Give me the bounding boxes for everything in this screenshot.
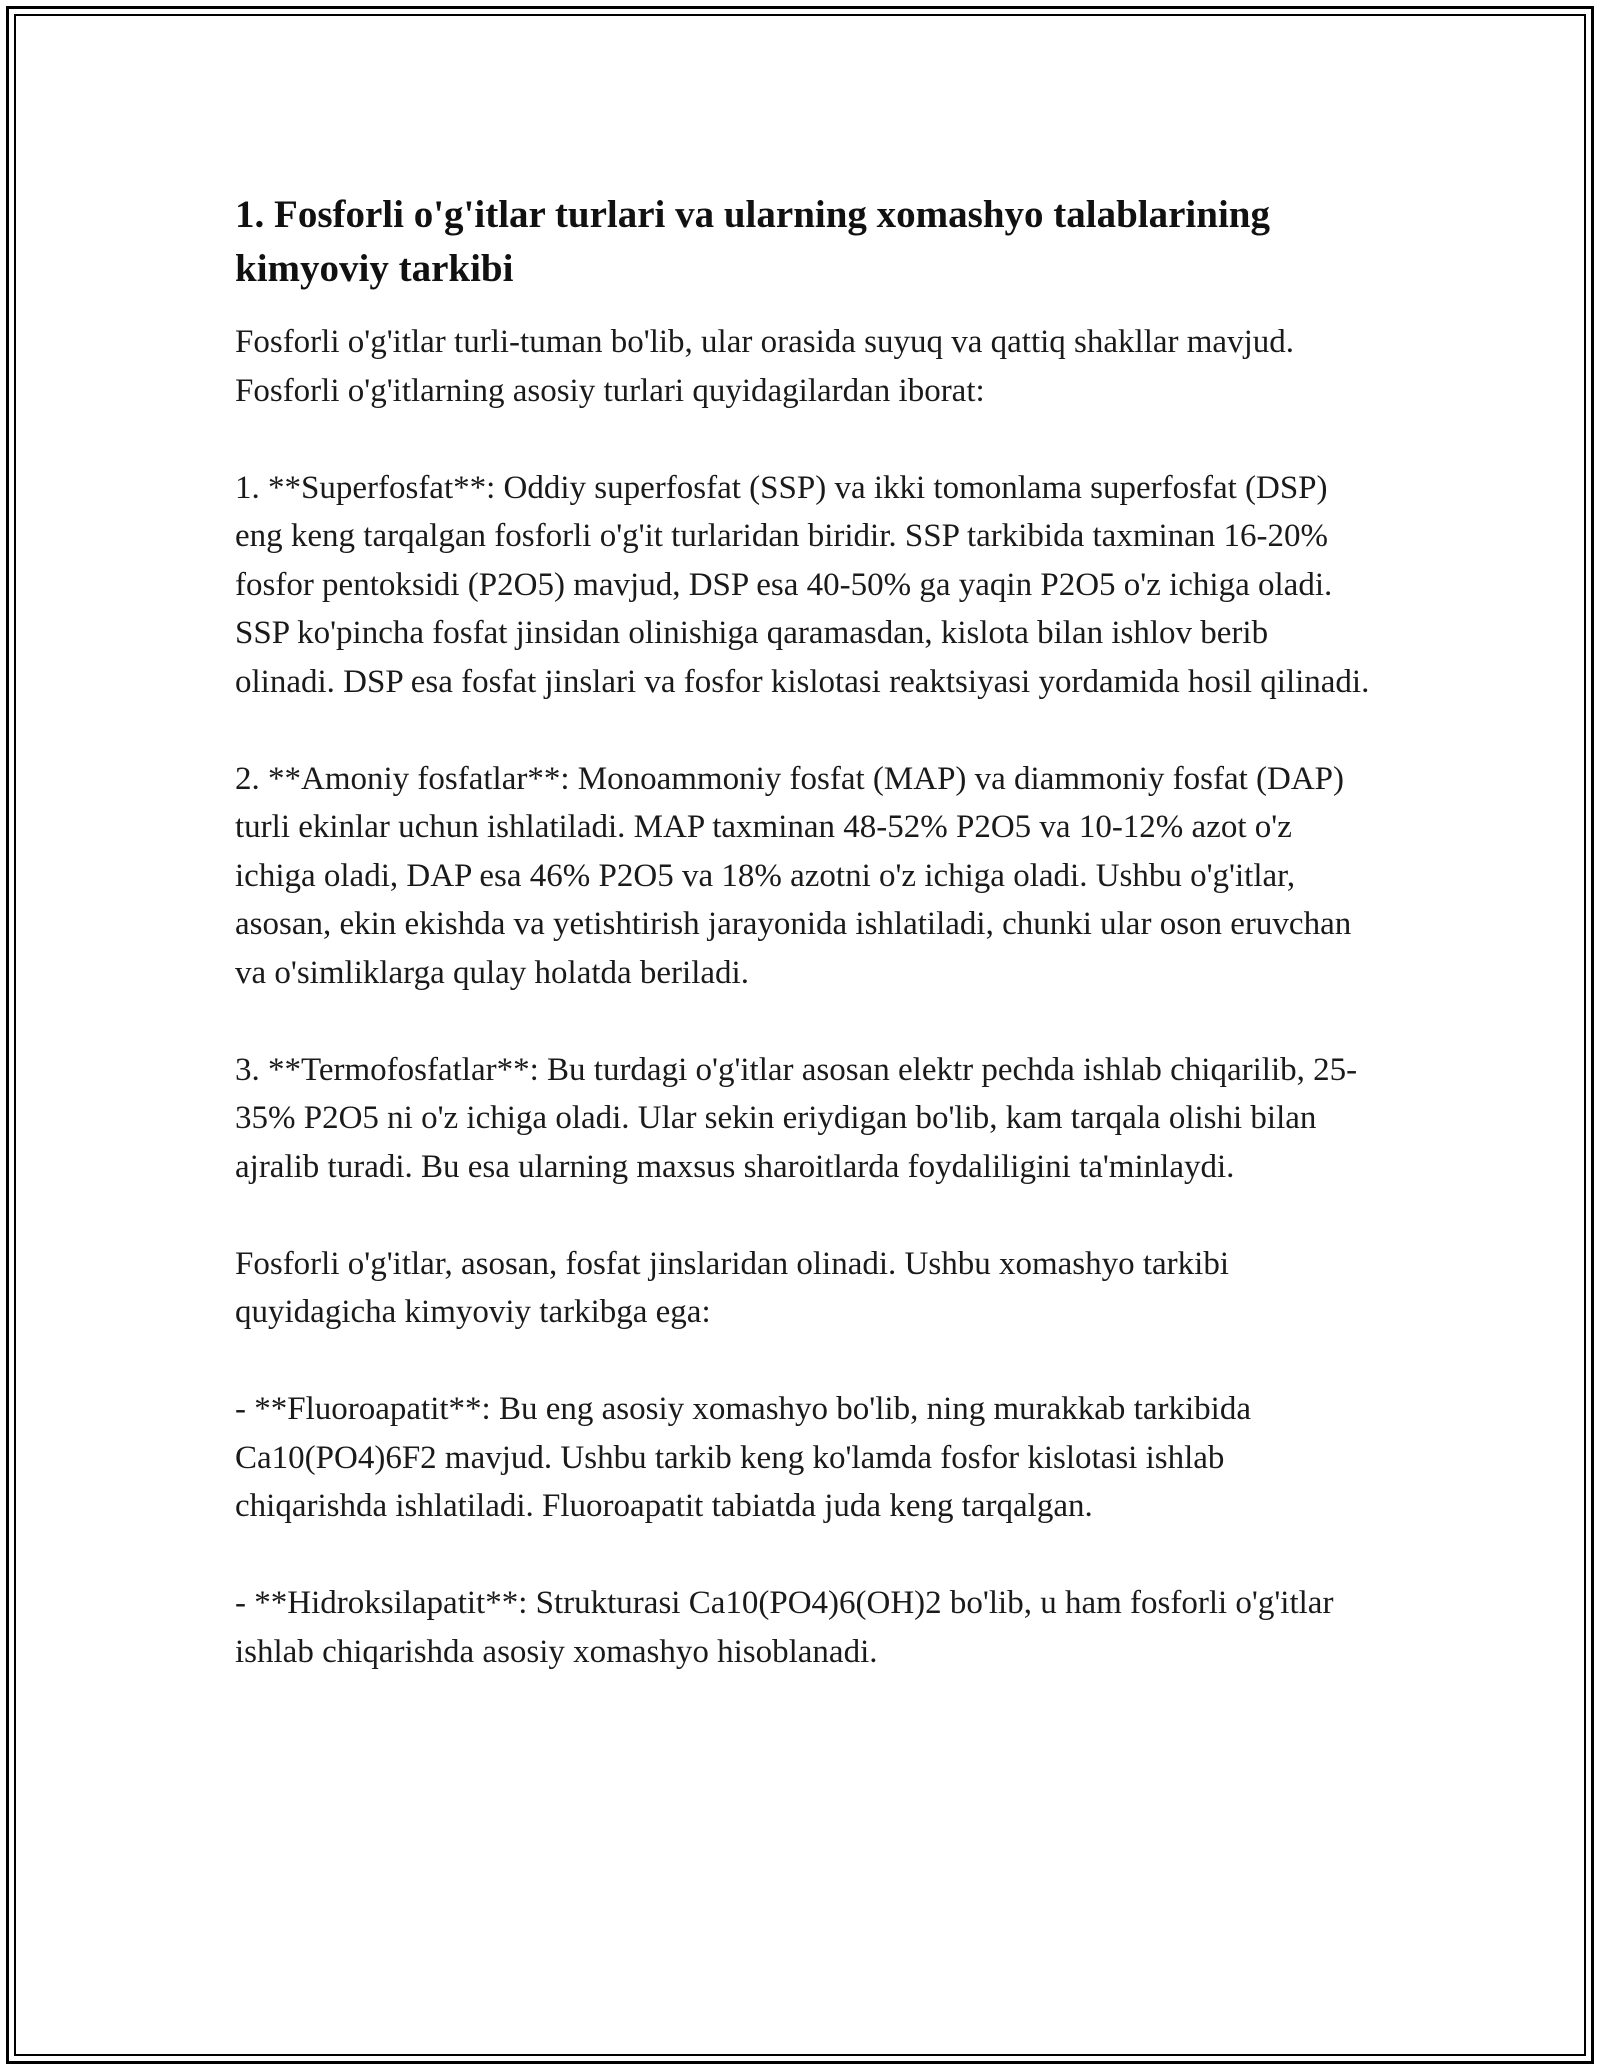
amoniy-fosfatlar-paragraph: 2. **Amoniy fosfatlar**: Monoammoniy fosfat (MAP) va diammoniy fosfat (DAP) turli ekinlar uchun ishlatiladi. MAP taxminan 48-52% P2O5 va 10-12% azot o'z ichiga oladi, DAP esa 46% P2O5 va 18% azotni o'z ichiga oladi. Ushbu o'g'itlar, asosan, ekin ekishda va yetishtirish jarayonida ishlatiladi, chunki ular oson eruvchan va o'simliklarga qulay holatda beriladi. [235,760,1352,991]
termofosfatlar-paragraph: 3. **Termofosfatlar**: Bu turdagi o'g'itlar asosan elektr pechda ishlab chiqarilib, 25-35% P2O5 ni o'z ichiga oladi. Ular sekin eriydigan bo'lib, kam tarqala olishi bilan ajralib turadi. Bu esa ularning maxsus sharoitlarda foydaliligini ta'minlaydi. [235,1051,1358,1185]
document-body [235,188,1370,1676]
raw-material-intro-paragraph: Fosforli o'g'itlar, asosan, fosfat jinslaridan olinadi. Ushbu xomashyo tarkibi quyidagicha kimyoviy tarkibga ega: [235,1245,1230,1330]
superfosfat-paragraph: 1. **Superfosfat**: Oddiy superfosfat (SSP) va ikki tomonlama superfosfat (DSP) eng keng tarqalgan fosforli o'g'it turlaridan biridir. SSP tarkibida taxminan 16-20% fosfor pentoksidi (P2O5) mavjud, DSP esa 40-50% ga yaqin P2O5 o'z ichiga oladi. SSP ko'pincha fosfat jinsidan olinishiga qaramasdan, kislota bilan ishlov berib olinadi. DSP esa fosfat jinslari va fosfor kislotasi reaktsiyasi yordamida hosil qilinadi. [235,469,1370,700]
hidroksilapatit-paragraph: - **Hidroksilapatit**: Strukturasi Ca10(PO4)6(OH)2 bo'lib, u ham fosforli o'g'itlar ishlab chiqarishda asosiy xomashyo hisoblanadi. [235,1585,1334,1670]
intro-paragraph: Fosforli o'g'itlar turli-tuman bo'lib, ular orasida suyuq va qattiq shakllar mavjud. Fosforli o'g'itlarning asosiy turlari quyidagilardan iborat: [235,324,1294,409]
section-heading: 1. Fosforli o'g'itlar turlari va ularning xomashyo talablarining kimyoviy tarkibi [235,193,1270,290]
fluoroapatit-paragraph: - **Fluoroapatit**: Bu eng asosiy xomashyo bo'lib, ning murakkab tarkibida Ca10(PO4)6F2 mavjud. Ushbu tarkib keng ko'lamda fosfor kislotasi ishlab chiqarishda ishlatiladi. Fluoroapatit tabiatda juda keng tarqalgan. [235,1391,1251,1524]
